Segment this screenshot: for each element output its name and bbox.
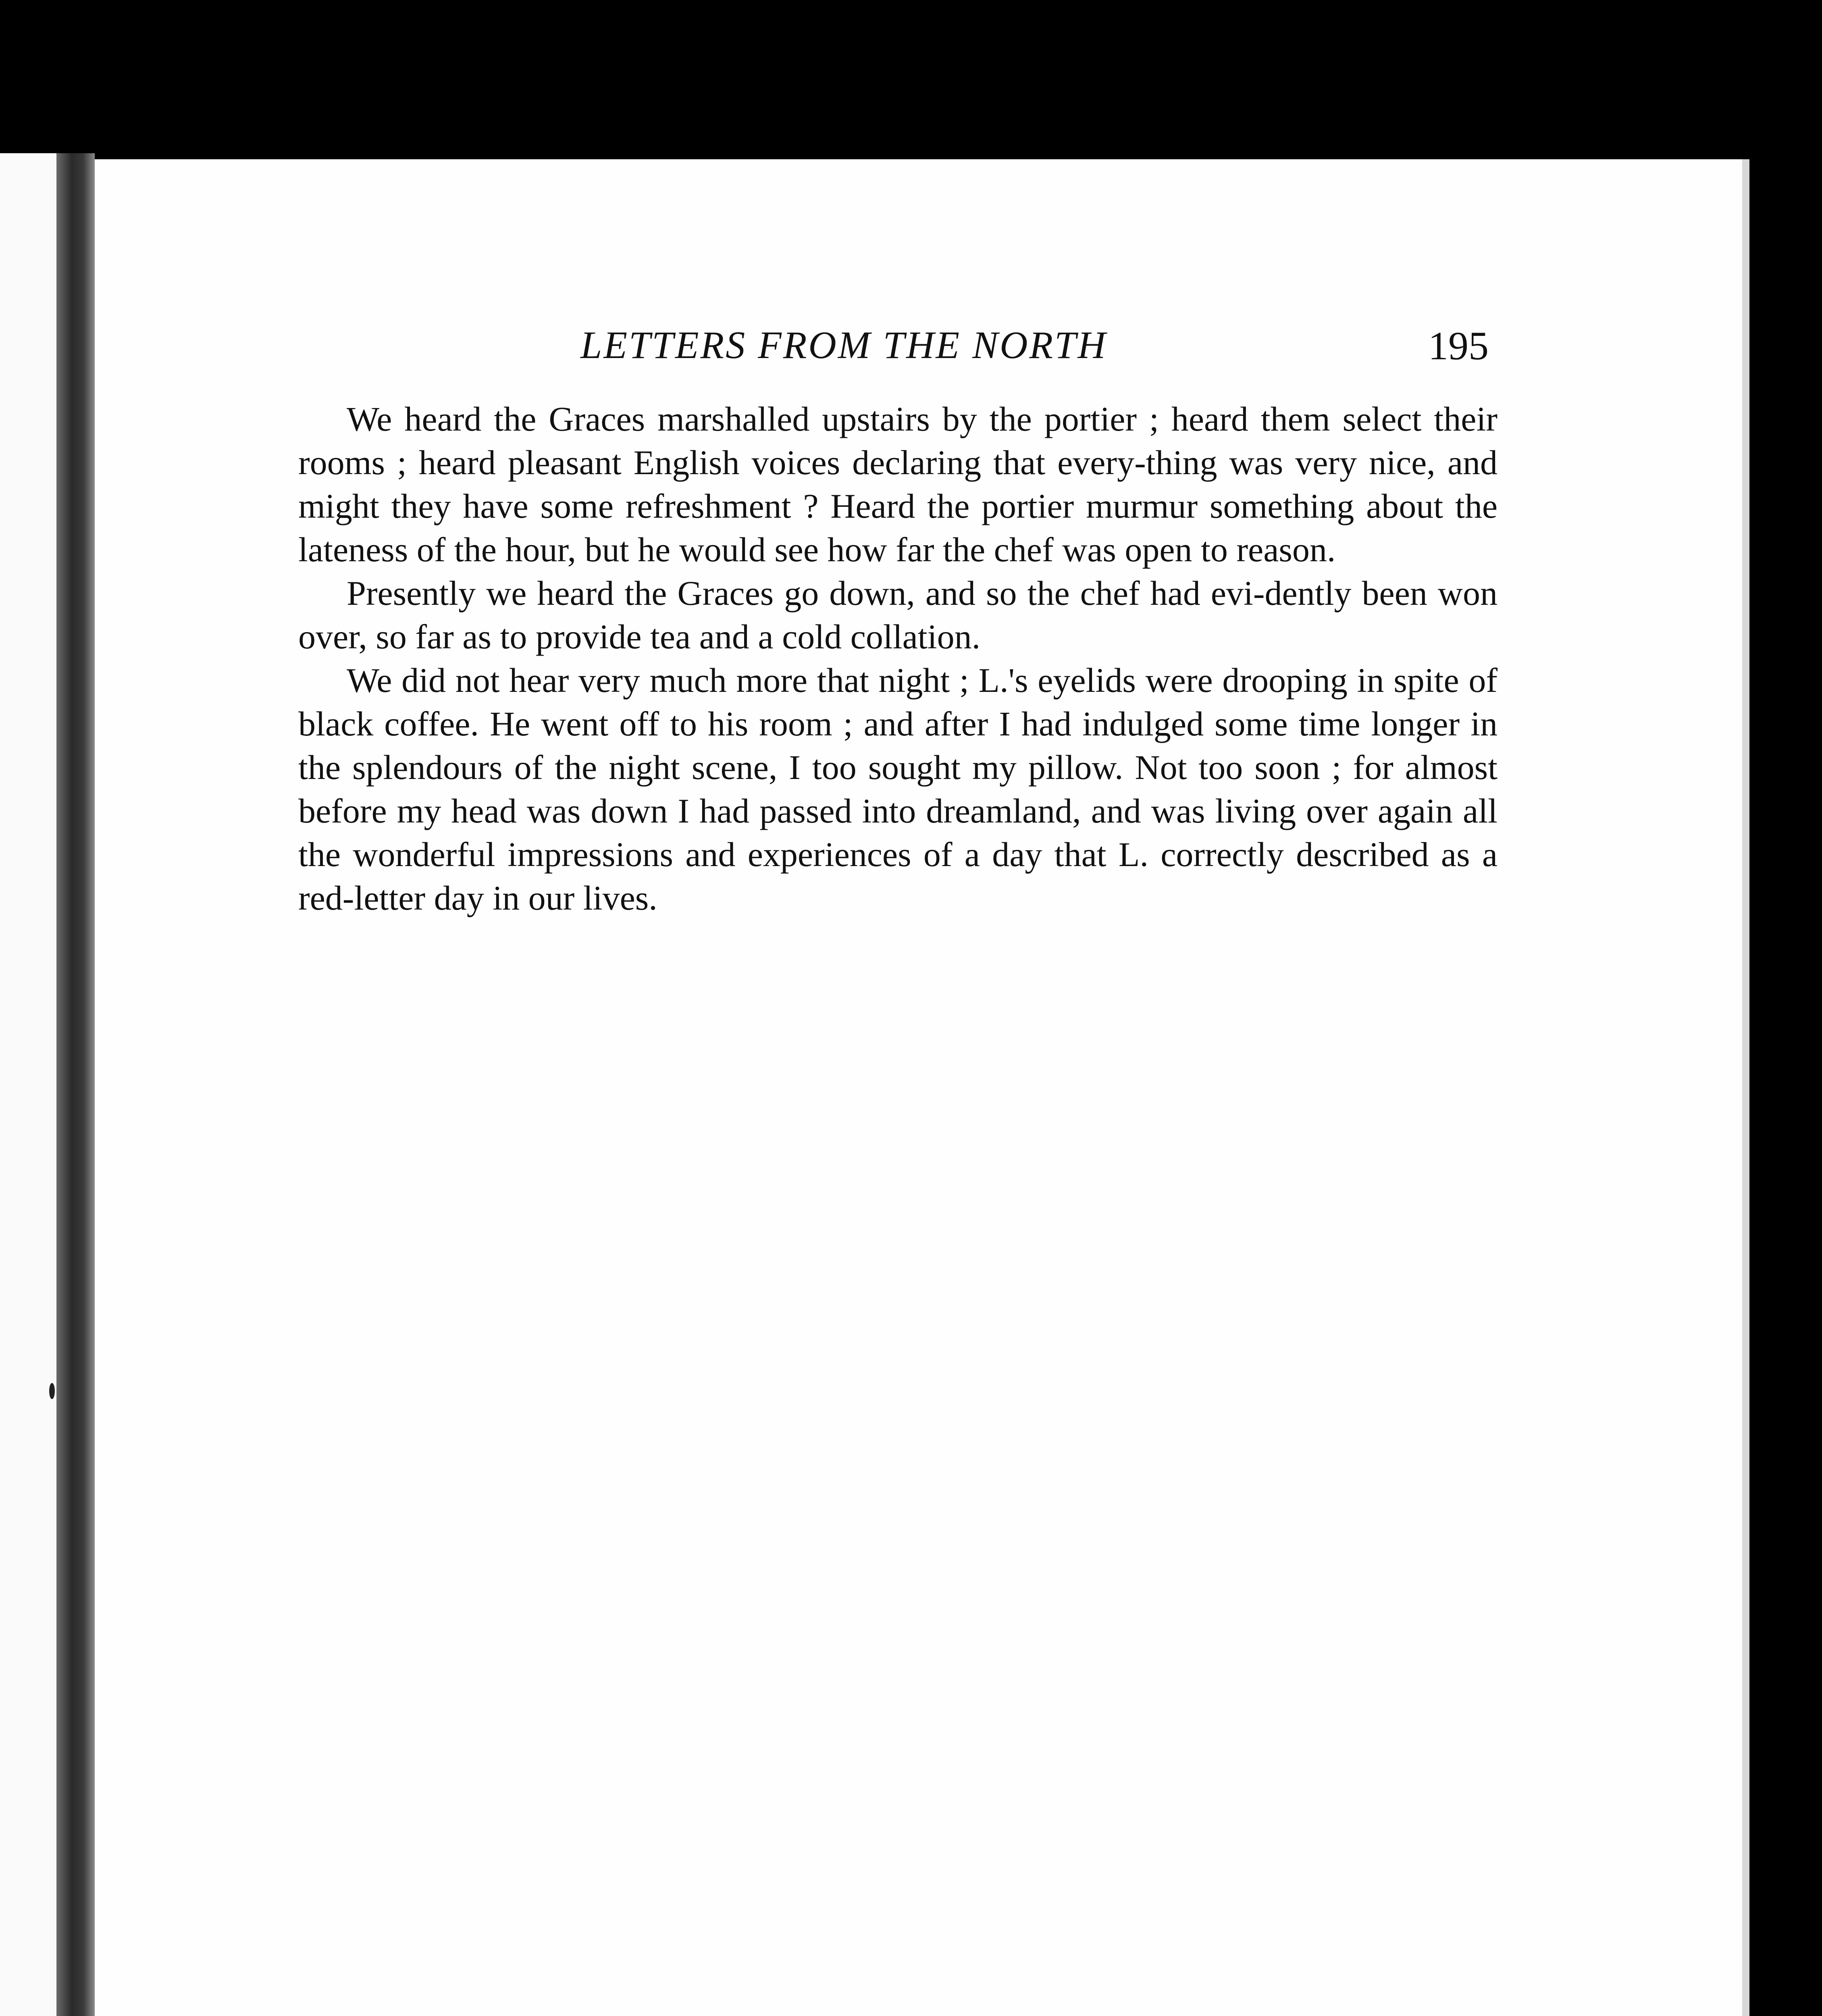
running-head-title: LETTERS FROM THE NORTH: [580, 323, 1107, 367]
body-text: [298, 397, 1498, 920]
book-spine-shadow: [56, 153, 95, 2016]
dust-speck: [49, 1383, 55, 1399]
page-edge-shadow: [1742, 159, 1749, 2016]
paragraph-2: Presently we heard the Graces go down, and so the chef had evi-dently been won over, so far as to provide tea and a cold collation.: [298, 574, 1498, 656]
paragraph-3: We did not hear very much more that night ; L.'s eyelids were drooping in spite of black coffee. He went off to his room ; and after I had indulged some time longer in the splendours of the night scene, I too sought my pillow. Not too soon ; for almost before my head was down I had passed into dreamland, and was living over again all the wonderful impressions and experiences of a day that L. correctly described as a red-letter day in our lives.: [298, 661, 1498, 917]
page-number: 195: [1428, 323, 1489, 368]
paragraph-1: We heard the Graces marshalled upstairs by the portier ; heard them select their rooms ; heard pleasant English voices declaring that every-thing was very nice, and might they have some refreshment ? Heard the portier murmur something about the lateness of the hour, but he would see how far the chef was open to reason.: [298, 400, 1498, 569]
facing-page-edge: [0, 153, 64, 2016]
